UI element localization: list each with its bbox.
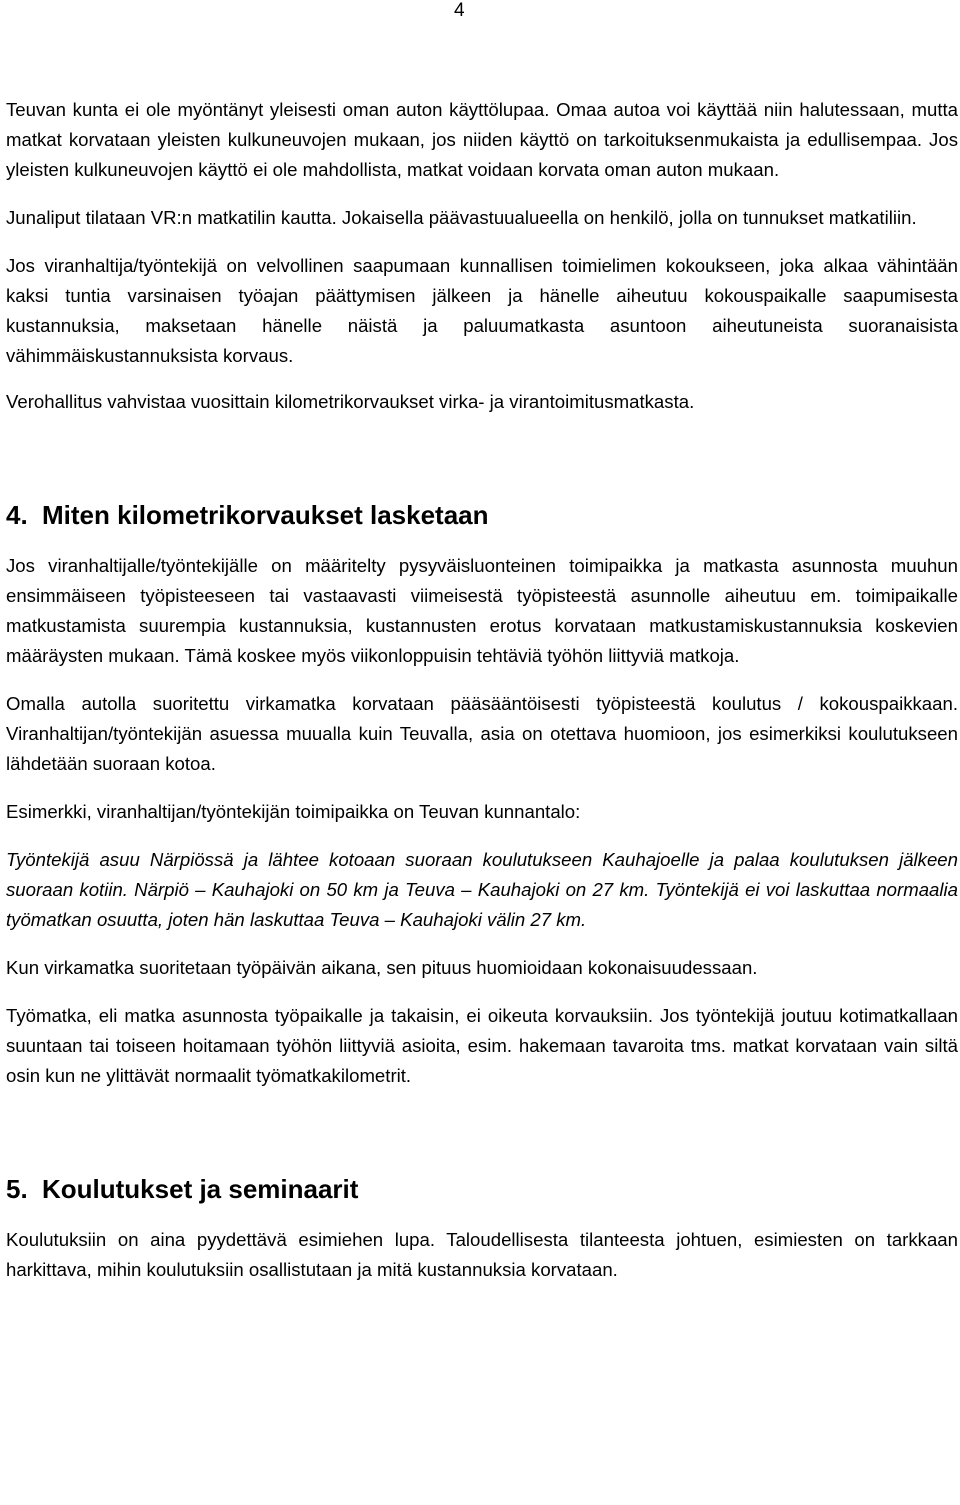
section-4-title: Miten kilometrikorvaukset lasketaan <box>42 500 489 530</box>
paragraph-train-tickets: Junaliput tilataan VR:n matkatilin kautta. Jokaisella päävastuualueella on henkilö, jolla on tunnukset matkatiliin. <box>6 207 917 228</box>
paragraph-example-intro: Esimerkki, viranhaltijan/työntekijän toimipaikka on Teuvan kunnantalo: <box>6 801 581 822</box>
section-4-heading <box>6 497 958 533</box>
page-number: 4 <box>454 0 465 21</box>
paragraph-workday-trip: Kun virkamatka suoritetaan työpäivän aikana, sen pituus huomioidaan kokonaisuudessaan. <box>6 957 758 978</box>
section-5-number: 5. <box>6 1174 28 1204</box>
document-body <box>6 95 958 1285</box>
section-5-title: Koulutukset ja seminaarit <box>42 1174 359 1204</box>
paragraph-own-car-permission: Teuvan kunta ei ole myöntänyt yleisesti oman auton käyttölupaa. Omaa autoa voi käyttää niin halutessaan, mutta matkat korvataan yleisten kulkuneuvojen mukaan, jos niiden käyttö on tarkoituksenmukaista ja edullisempaa. Jos yleisten kulkuneuvojen käyttö ei ole mahdollista, matkat voidaan korvata oman auton mukaan. <box>6 99 958 180</box>
paragraph-permanent-workplace: Jos viranhaltijalle/työntekijälle on määritelty pysyväisluonteinen toimipaikka ja matkasta asunnosta muuhun ensimmäiseen työpisteeseen tai vastaavasti viimeisestä työpisteestä asunnolle aiheutuu em. toimipaikalle matkustamista suurempia kustannuksia, kustannusten erotus korvataan matkustamiskustannuksia koskevien määräysten mukaan. Tämä koskee myös viikonloppuisin tehtäviä työhön liittyviä matkoja. <box>6 555 958 666</box>
paragraph-commute: Työmatka, eli matka asunnosta työpaikalle ja takaisin, ei oikeuta korvauksiin. Jos työntekijä joutuu kotimatkallaan suuntaan tai toiseen hoitamaan työhön liittyviä asioita, esim. hakemaan tavaroita tms. matkat korvataan vain siltä osin kun ne ylittävät normaalit työmatkakilometrit. <box>6 1005 958 1086</box>
paragraph-tax-administration: Verohallitus vahvistaa vuosittain kilometrikorvaukset virka- ja virantoimitusmatkasta. <box>6 391 695 412</box>
paragraph-meeting-compensation: Jos viranhaltija/työntekijä on velvollinen saapumaan kunnallisen toimielimen kokoukseen, joka alkaa vähintään kaksi tuntia varsinaisen työajan päättymisen jälkeen ja hänelle aiheutuu kokouspaikalle saapumisesta kustannuksia, maksetaan hänelle näistä ja paluumatkasta asuntoon aiheutuneista suoranaisista vähimmäiskustannuksista korvaus. <box>6 255 958 366</box>
paragraph-own-car-trip: Omalla autolla suoritettu virkamatka korvataan pääsääntöisesti työpisteestä koulutus / kokouspaikkaan. Viranhaltijan/työntekijän asuessa muualla kuin Teuvalla, asia on otettava huomioon, jos esimerkiksi koulutukseen lähdetään suoraan kotoa. <box>6 693 958 774</box>
paragraph-example: Työntekijä asuu Närpiössä ja lähtee kotoaan suoraan koulutukseen Kauhajoelle ja palaa koulutuksen jälkeen suoraan kotiin. Närpiö – Kauhajoki on 50 km ja Teuva – Kauhajoki on 27 km. Työntekijä ei voi laskuttaa normaalia työmatkan osuutta, joten hän laskuttaa Teuva – Kauhajoki välin 27 km. <box>6 849 958 930</box>
section-5-heading <box>6 1171 958 1207</box>
section-4-number: 4. <box>6 500 28 530</box>
paragraph-training-permission: Koulutuksiin on aina pyydettävä esimiehen lupa. Taloudellisesta tilanteesta johtuen, esimiesten on tarkkaan harkittava, mihin koulutuksiin osallistutaan ja mitä kustannuksia korvataan. <box>6 1229 958 1280</box>
